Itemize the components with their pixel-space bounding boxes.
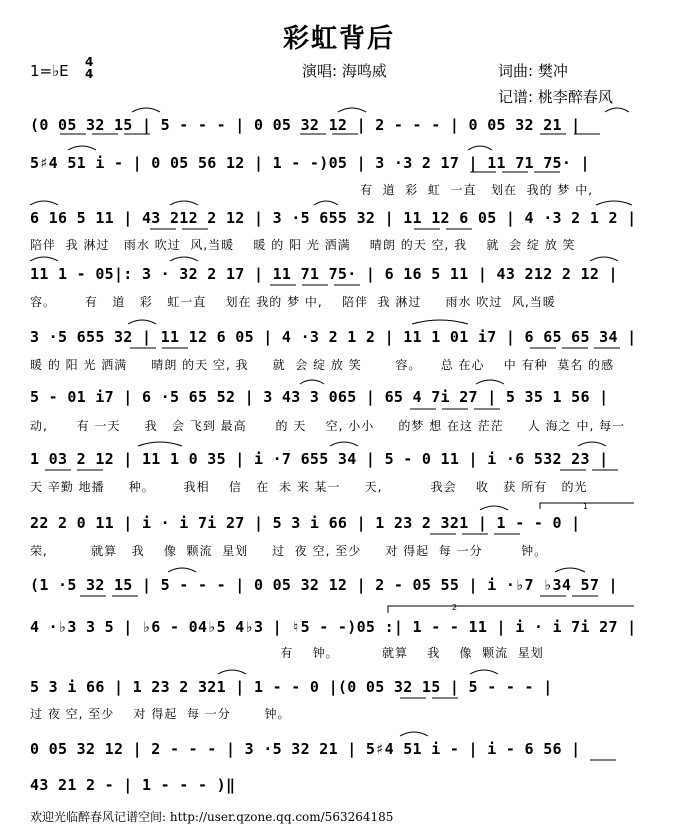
notation-row: 11 1 - 05|: 3 · 32 2 17 | 11 71 75· | 6 16 5 11 | 43 212 2 12 | [30,265,618,283]
notation-row: 22 2 0 11 | i · i 7i 27 | 5 3 i 66 | 1 23 2 321 | 1 - - 0 | [30,514,581,532]
slur-arc [480,506,508,510]
lyric-row: 有 道 彩 虹 一直 划在 我的 梦 中, [360,183,594,197]
notation-row: 4 ·♭3 3 5 | ♭6 - 04♭5 4♭3 | ♮5 - -)05 :| 1 - - 11 | i · i 7i 27 | [30,618,637,636]
volta-1-label: 1 [583,502,589,511]
time-signature [85,56,93,80]
slur-arc [300,380,324,384]
meter-bottom: 4 [85,67,94,81]
slur-arc [132,108,160,112]
slur-arc [468,146,492,150]
lyric-row: 动, 有 一天 我 会 飞到 最高 的 天 空, 小小 的梦 想 在这 茫茫 人 海之 中, 每一 [30,419,626,433]
lyric-row: 有 钟。 就算 我 像 颗流 星划 [30,646,544,660]
key-signature: 1=♭E [30,62,69,80]
slur-arc [218,670,246,674]
slur-arc [338,108,366,112]
slur-arc [170,257,198,261]
notation-row: 5 3 i 66 | 1 23 2 321 | 1 - - 0 |(0 05 32 15 | 5 - - - | [30,678,553,696]
lyric-row: 容。 有 道 彩 虹一直 划在 我的 梦 中, 陪伴 我 淋过 雨水 吹过 风,当暖 [30,295,556,309]
volta-bracket-1 [540,503,634,509]
lyric-row: 过 夜 空, 至少 对 得起 每 一分 钟。 [30,707,291,721]
composer-credit: 词曲: 樊冲 [498,62,568,80]
slur-arc [330,442,358,446]
meter-top: 4 [85,55,94,69]
notator-credit: 记谱: 桃李醉春风 [498,88,613,106]
notation-row: 6 16 5 11 | 43 212 2 12 | 3 ·5 655 32 | 11 12 6 05 | 4 ·3 2 1 2 | [30,209,637,227]
notation-row: (1 ·5 32 15 | 5 - - - | 0 05 32 12 | 2 - 05 55 | i ·♭7 ♭34 57 | [30,576,618,594]
notation-row: 5 - 01 i7 | 6 ·5 65 52 | 3 43 3 065 | 65 4 7i 27 | 5 35 1 56 | [30,388,609,406]
slur-arc [138,442,182,446]
notation-row: (0 05 32 15 | 5 - - - | 0 05 32 12 | 2 - - - | 0 05 32 21 | [30,116,581,134]
notation-row: 3 ·5 655 32 | 11 12 6 05 | 4 ·3 2 1 2 | 11 1 01 i7 | 6 65 65 34 | [30,328,637,346]
slur-arc [168,568,196,572]
slur-arc [596,201,632,205]
slur-arc [470,670,498,674]
slur-arc [412,320,468,324]
slur-arc [590,257,618,261]
slur-arc [128,320,156,324]
notation-row: 5♯4 51 i - | 0 05 56 12 | 1 - -)05 | 3 ·3 2 17 | 11 71 75· | [30,154,590,172]
lyric-row: 荣, 就算 我 像 颗流 星划 过 夜 空, 至少 对 得起 每 一分 钟。 [30,544,548,558]
lyric-row: 天 辛勤 地播 种。 我相 信 在 未 来 某一 天, 我会 收 获 所有 的光 [30,480,588,494]
slur-arc [555,568,585,572]
singer-credit: 演唱: 海鸣威 [302,62,387,80]
footer-credit: 欢迎光临醉春风记谱空间: http://user.qzone.qq.com/563264185 [30,810,394,824]
notation-row: 0 05 32 12 | 2 - - - | 3 ·5 32 21 | 5♯4 51 i - | i - 6 56 | [30,740,581,758]
notation-row: 43 21 2 - | 1 - - - )‖ [30,776,236,794]
slur-arc [170,201,198,205]
slur-arc [476,380,504,384]
volta-2-label: 2 [452,603,458,612]
slur-arc [30,201,58,205]
slur-arc [30,257,58,261]
slur-arc [605,108,629,112]
song-title: 彩虹背后 [282,24,395,54]
notation-row: 1 03 2 12 | 11 1 0 35 | i ·7 655 34 | 5 - 0 11 | i ·6 532 23 | [30,450,609,468]
slur-arc [314,201,338,205]
volta-bracket-2 [388,606,634,613]
lyric-row: 陪伴 我 淋过 雨水 吹过 风,当暖 暖 的 阳 光 洒满 晴朗 的天 空, 我 就 会 绽 放 笑 [30,238,576,252]
lyric-row: 暖 的 阳 光 洒满 晴朗 的天 空, 我 就 会 绽 放 笑 容。 总 在心 中 有种 莫名 的感 [30,358,615,372]
slur-arc [68,146,96,150]
slur-arc [578,442,606,446]
slur-arc [400,732,428,736]
